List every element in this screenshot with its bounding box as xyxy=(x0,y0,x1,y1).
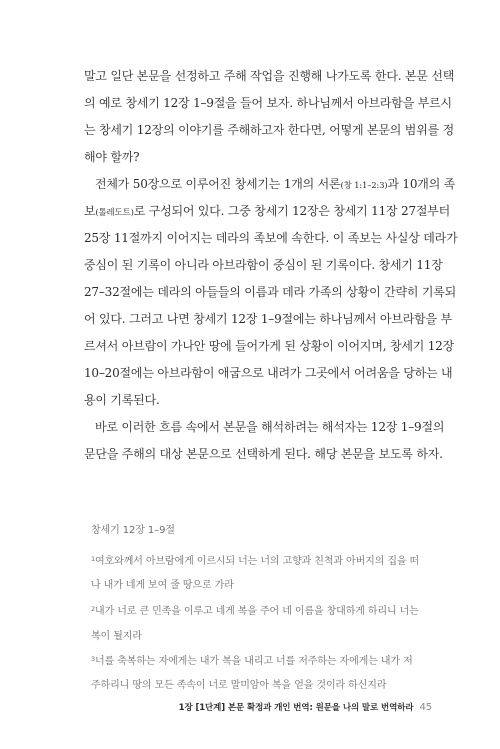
body-line: 10–20절에는 아브라함이 애굽으로 내려가 그곳에서 어려움을 당하는 내 xyxy=(84,366,453,380)
verse-text: 내가 너로 큰 민족을 이루고 네게 복을 주어 네 이름을 창대하게 하리니 너는 xyxy=(95,606,419,617)
body-line: 보(톨레도트)로 구성되어 있다. 그중 창세기 12장은 창세기 11장 27절부터 xyxy=(84,204,451,218)
body-line: 27–32절에는 데라의 아들들의 이름과 데라 가족의 상황이 간략히 기록되 xyxy=(84,285,457,299)
body-line: 는 창세기 12장의 이야기를 주해하고자 한다면, 어떻게 본문의 범위를 정 xyxy=(84,123,454,137)
body-line: 전체가 50장으로 이루어진 창세기는 1개의 서론(창 1:1–2:3)과 10개의 족 xyxy=(95,177,456,191)
quote-heading: 창세기 12장 1–9절 xyxy=(91,525,175,536)
body-line: 용이 기록된다. xyxy=(84,393,160,407)
body-line: 어 있다. 그러고 나면 창세기 12장 1–9절에는 하나님께서 아브라함을 부 xyxy=(84,312,452,326)
body-line: 말고 일단 본문을 선정하고 주해 작업을 진행해 나가도록 한다. 본문 선택 xyxy=(84,69,455,83)
body-line: 해야 할까? xyxy=(84,150,140,164)
verse-text: 여호와께서 아브람에게 이르시되 너는 너의 고향과 친척과 아버지의 집을 떠 xyxy=(95,556,420,567)
body-text-run: 보 xyxy=(84,204,96,218)
quote-line xyxy=(91,552,419,567)
verse-text: 너를 축복하는 자에게는 내가 복을 내리고 너를 저주하는 자에게는 내가 저 xyxy=(95,656,413,667)
body-line: 25장 11절까지 이어지는 데라의 족보에 속한다. 이 족보는 사실상 데라가 xyxy=(84,231,458,245)
body-line: 문단을 주해의 대상 본문으로 선택하게 된다. 해당 본문을 보도록 하자. xyxy=(84,447,443,461)
body-line: 중심이 된 기록이 아니라 아브라함이 중심이 된 기록이다. 창세기 11장 xyxy=(84,258,443,272)
page-footer xyxy=(179,701,432,713)
running-footer-title: 1장 [1단계] 본문 확정과 개인 번역: 원문을 나의 말로 번역하라 xyxy=(178,703,414,713)
quote-line: 나 내가 네게 보여 줄 땅으로 가라 xyxy=(91,580,234,591)
body-line: 르셔서 아브람이 가나안 땅에 들어가게 된 상황이 이어지며, 창세기 12장 xyxy=(84,339,454,353)
body-small-text: 톨레도트 xyxy=(98,208,131,218)
body-line: 바로 이러한 흐름 속에서 본문을 해석하려는 해석자는 12장 1–9절의 xyxy=(95,420,445,434)
quote-line: 주하리니 땅의 모든 족속이 너로 말미암아 복을 얻을 것이라 하신지라 xyxy=(91,680,387,691)
verse-number: 2 xyxy=(91,605,96,613)
body-text-run: 전체가 50장으로 이루어진 창세기는 1개의 서론 xyxy=(95,177,341,191)
page-number: 45 xyxy=(419,702,432,713)
quote-line xyxy=(91,652,413,667)
verse-number: 1 xyxy=(91,555,96,563)
body-text-run: 로 구성되어 있다. 그중 창세기 12장은 창세기 11장 27절부터 xyxy=(133,204,451,218)
quote-line xyxy=(91,602,419,617)
verse-number: 3 xyxy=(91,655,96,663)
quote-line: 복이 될지라 xyxy=(91,631,142,642)
body-small-text: 창 1:1–2:3 xyxy=(343,181,385,191)
body-text-run: 과 10개의 족 xyxy=(387,177,456,191)
body-line: 의 예로 창세기 12장 1–9절을 들어 보자. 하나님께서 아브라함을 부르시 xyxy=(84,96,452,110)
